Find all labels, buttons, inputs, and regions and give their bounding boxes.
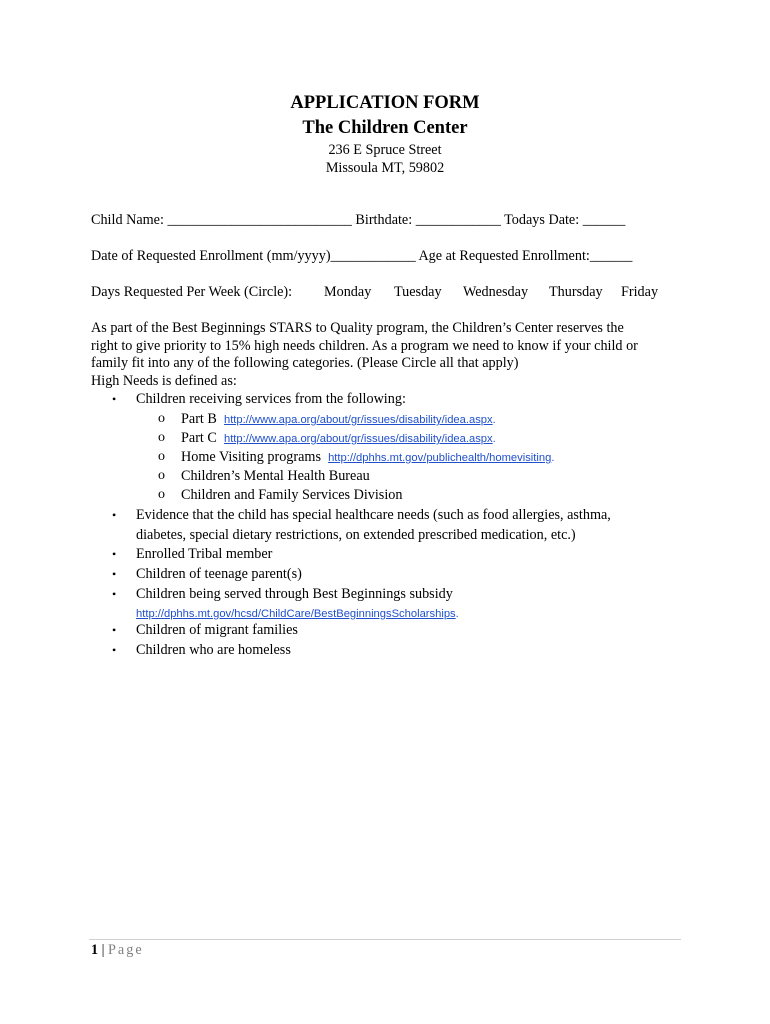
list-item: Evidence that the child has special healthcare needs (such as food allergies, asthma, (136, 507, 611, 523)
footer-divider (89, 939, 681, 940)
day-thursday[interactable]: Thursday (549, 284, 603, 300)
list-item: Children who are homeless (136, 642, 291, 658)
sub-list-item: Children’s Mental Health Bureau (181, 468, 370, 484)
bullet-icon: • (112, 623, 117, 637)
link-trail: . (551, 452, 555, 464)
sub-bullet-icon: o (158, 411, 165, 426)
list-item: Children being served through Best Beginnings subsidy (136, 586, 453, 602)
intro-line-3: family fit into any of the following categories. (Please Circle all that apply) (91, 355, 519, 371)
page-label: Page (108, 942, 144, 958)
list-item: Enrolled Tribal member (136, 546, 273, 562)
intro-line-1: As part of the Best Beginnings STARS to Quality program, the Children’s Center reserves the (91, 320, 624, 336)
bullet-icon: • (112, 392, 117, 406)
day-wednesday[interactable]: Wednesday (463, 284, 529, 300)
sub-list-item: Children and Family Services Division (181, 487, 403, 503)
page-footer (91, 942, 144, 959)
address-city: Missoula MT, 59802 (325, 160, 445, 176)
sub-bullet-icon: o (158, 449, 165, 464)
list-item: Children of teenage parent(s) (136, 566, 302, 582)
enrollment-line[interactable]: Date of Requested Enrollment (mm/yyyy)____________ Age at Requested Enrollment:______ (91, 248, 633, 264)
day-monday[interactable]: Monday (324, 284, 372, 300)
sub-item-label: Part C (181, 430, 217, 446)
sub-item-label: Part B (181, 411, 217, 427)
link-trail: . (492, 414, 496, 426)
list-item: Children of migrant families (136, 622, 298, 638)
bullet-icon: • (112, 587, 117, 601)
address-street: 236 E Spruce Street (328, 142, 442, 158)
page-separator: | (98, 942, 109, 958)
page-number: 1 (91, 942, 99, 958)
days-row (91, 284, 691, 302)
child-info-line[interactable]: Child Name: __________________________ Birthdate: ____________ Todays Date: ______ (91, 212, 626, 228)
high-needs-heading: High Needs is defined as: (91, 373, 237, 389)
sub-list-item (181, 411, 496, 428)
sub-bullet-icon: o (158, 487, 165, 502)
day-tuesday[interactable]: Tuesday (394, 284, 442, 300)
bullet-icon: • (112, 508, 117, 522)
form-title: APPLICATION FORM (290, 93, 480, 113)
sub-bullet-icon: o (158, 468, 165, 483)
list-item-continued: diabetes, special dietary restrictions, on extended prescribed medication, etc.) (136, 527, 576, 543)
sub-list-item (181, 430, 496, 447)
list-item-continued (136, 605, 459, 622)
link-trail: . (492, 433, 496, 445)
bullet-icon: • (112, 547, 117, 561)
best-beginnings-link[interactable]: http://dphhs.mt.gov/hcsd/ChildCare/BestBeginningsScholarships (136, 608, 456, 620)
bullet-icon: • (112, 643, 117, 657)
list-item: Children receiving services from the following: (136, 391, 406, 407)
sub-bullet-icon: o (158, 430, 165, 445)
part-b-link[interactable]: http://www.apa.org/about/gr/issues/disability/idea.aspx (223, 414, 493, 426)
bullet-icon: • (112, 567, 117, 581)
intro-line-2: right to give priority to 15% high needs children. As a program we need to know if your child or (91, 338, 638, 354)
sub-list-item (181, 449, 554, 466)
days-label: Days Requested Per Week (Circle): (91, 284, 293, 300)
link-trail: . (455, 608, 459, 620)
sub-item-label: Home Visiting programs (181, 449, 321, 465)
center-name: The Children Center (302, 118, 468, 138)
day-friday[interactable]: Friday (621, 284, 659, 300)
home-visiting-link[interactable]: http://dphhs.mt.gov/publichealth/homevisiting (328, 452, 552, 464)
part-c-link[interactable]: http://www.apa.org/about/gr/issues/disability/idea.aspx (223, 433, 493, 445)
